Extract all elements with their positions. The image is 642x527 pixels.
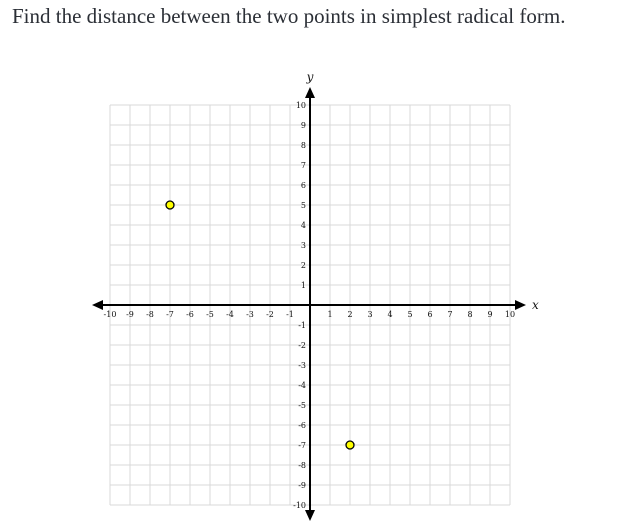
- y-tick-label: 7: [300, 161, 306, 170]
- y-tick-label: -5: [298, 401, 306, 410]
- x-tick-label: 5: [407, 310, 413, 319]
- y-tick-label: -6: [298, 421, 306, 430]
- x-tick-label: -6: [186, 310, 194, 319]
- y-tick-label: 4: [300, 221, 306, 230]
- y-tick-label: 3: [300, 241, 306, 250]
- y-tick-label: 8: [300, 141, 306, 150]
- x-tick-label: 3: [367, 310, 373, 319]
- x-tick-label: 1: [327, 310, 333, 319]
- x-tick-label: -8: [146, 310, 154, 319]
- x-tick-label: -10: [103, 310, 117, 319]
- y-tick-label: 6: [300, 181, 306, 190]
- x-tick-label: 10: [504, 310, 516, 319]
- x-tick-label: 8: [467, 310, 473, 319]
- x-tick-label: -3: [246, 310, 254, 319]
- y-tick-label: -4: [298, 381, 306, 390]
- y-tick-label: -10: [293, 501, 306, 510]
- y-axis-label: y: [306, 70, 314, 84]
- plotted-point: [166, 201, 174, 209]
- plotted-point: [346, 441, 354, 449]
- y-axis-down-arrow-icon: [305, 510, 315, 521]
- x-axis-label: x: [532, 298, 539, 312]
- x-tick-label: -5: [206, 310, 214, 319]
- axes: [92, 70, 539, 521]
- x-tick-label: 6: [427, 310, 433, 319]
- x-tick-label: -4: [226, 310, 234, 319]
- x-tick-label: 4: [387, 310, 393, 319]
- x-axis-right-arrow-icon: [515, 300, 526, 310]
- x-tick-label: -1: [286, 310, 294, 319]
- y-tick-label: -1: [298, 321, 306, 330]
- y-tick-label: -2: [298, 341, 306, 350]
- x-axis-left-arrow-icon: [92, 300, 103, 310]
- x-tick-label: -2: [266, 310, 274, 319]
- x-tick-label: 9: [487, 310, 493, 319]
- x-tick-label: 7: [447, 310, 453, 319]
- x-tick-label: -9: [126, 310, 134, 319]
- y-tick-label: -9: [298, 481, 306, 490]
- y-tick-label: 9: [300, 121, 306, 130]
- question-text: Find the distance between the two points in simplest radical form.: [12, 4, 566, 28]
- x-tick-label: -7: [166, 310, 174, 319]
- y-tick-label: 5: [300, 201, 306, 210]
- x-tick-label: 2: [347, 310, 353, 319]
- y-axis-up-arrow-icon: [305, 87, 315, 98]
- y-tick-label: -8: [298, 461, 306, 470]
- y-tick-label: 2: [300, 261, 306, 270]
- y-tick-label: -7: [298, 441, 306, 450]
- y-tick-label: 1: [300, 281, 306, 290]
- y-tick-label: 10: [295, 101, 306, 110]
- y-tick-label: -3: [298, 361, 306, 370]
